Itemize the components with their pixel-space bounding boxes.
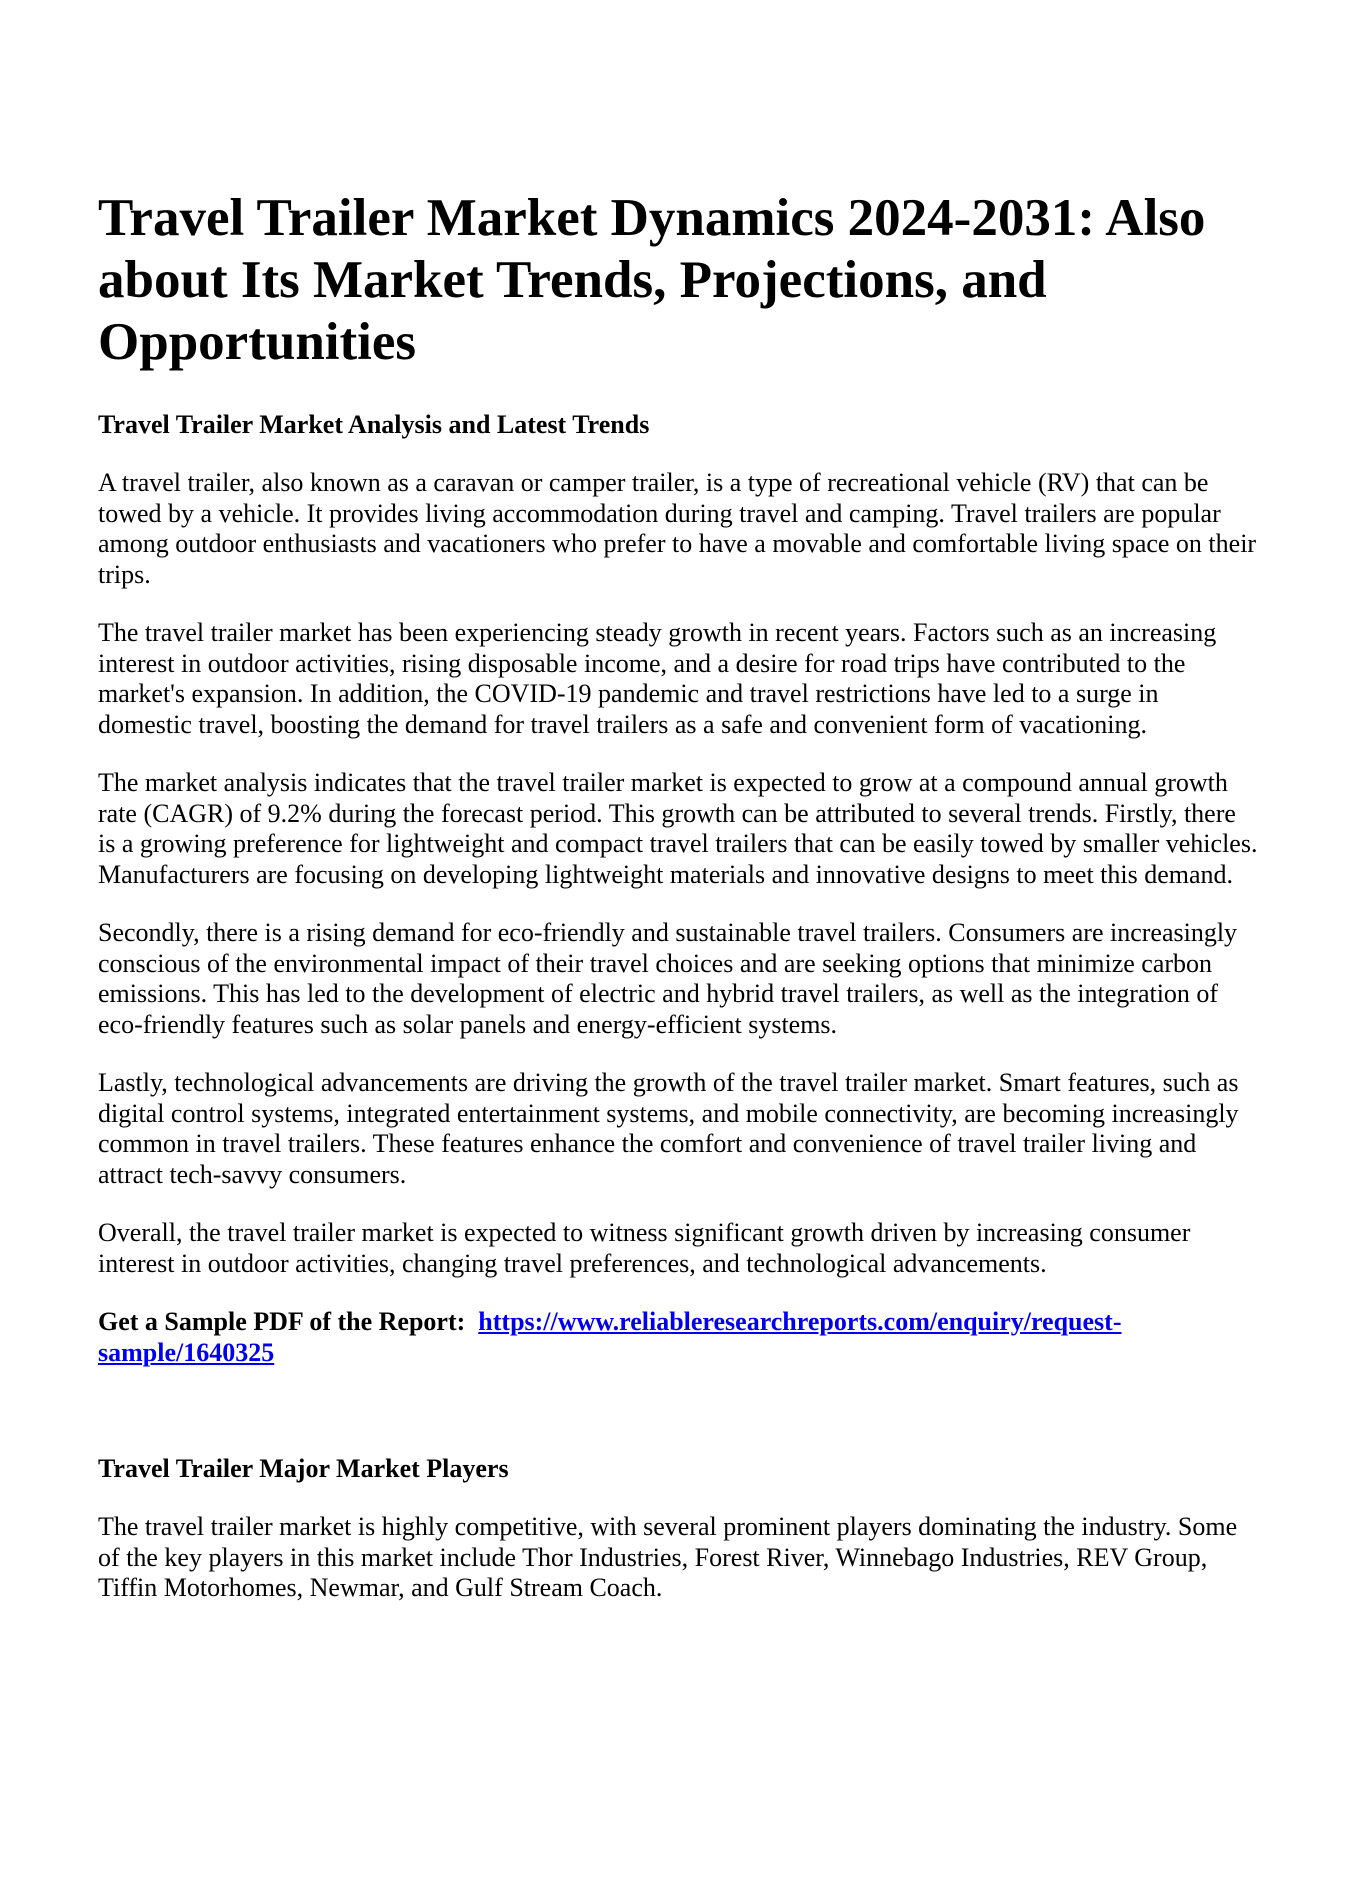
paragraph: Secondly, there is a rising demand for eco-friendly and sustainable travel trailers. Consumers are increasingly conscious of the environmental impact of their travel choices and are seeking options that minimize carbon emissions. This has led to the development of electric and hybrid travel trailers, as well as the integration of eco-friendly features such as solar panels and energy-efficient systems.	[98, 918, 1238, 1039]
paragraph: The travel trailer market is highly competitive, with several prominent players dominating the industry. Some of the key players in this market include Thor Industries, Forest River, Winnebago Industries, REV Group, Tiffin Motorhomes, Newmar, and Gulf Stream Coach.	[98, 1512, 1238, 1602]
document-page	[98, 187, 1258, 1632]
paragraph: The market analysis indicates that the travel trailer market is expected to grow at a compound annual growth rate (CAGR) of 9.2% during the forecast period. This growth can be attributed to several trends. Firstly, there is a growing preference for lightweight and compact travel trailers that can be easily towed by smaller vehicles. Manufacturers are focusing on developing lightweight materials and innovative designs to meet this demand.	[98, 768, 1258, 889]
sample-pdf-line	[98, 1307, 1258, 1368]
paragraph: Lastly, technological advancements are driving the growth of the travel trailer market. Smart features, such as digital control systems, integrated entertainment systems, and mobile connectivity, are becoming increasingly common in travel trailers. These features enhance the comfort and convenience of travel trailer living and attract tech-savvy consumers.	[98, 1068, 1239, 1189]
paragraph: The travel trailer market has been experiencing steady growth in recent years. Factors such as an increasing interest in outdoor activities, rising disposable income, and a desire for road trips have contributed to the market's expansion. In addition, the COVID-19 pandemic and travel restrictions have led to a surge in domestic travel, boosting the demand for travel trailers as a safe and convenient form of vacationing.	[98, 618, 1217, 739]
section-heading-players: Travel Trailer Major Market Players	[98, 1454, 509, 1483]
sample-pdf-link[interactable]: https://www.reliableresearchreports.com/enquiry/request-sample/1640325	[98, 1307, 1122, 1367]
paragraph: Overall, the travel trailer market is expected to witness significant growth driven by increasing consumer interest in outdoor activities, changing travel preferences, and technological advancements.	[98, 1218, 1191, 1278]
section-heading-analysis: Travel Trailer Market Analysis and Latest Trends	[98, 410, 650, 439]
page-title: Travel Trailer Market Dynamics 2024-2031: Also about Its Market Trends, Projections, and Opportunities	[98, 189, 1206, 371]
sample-pdf-label: Get a Sample PDF of the Report:	[98, 1307, 466, 1336]
paragraph: A travel trailer, also known as a caravan or camper trailer, is a type of recreational vehicle (RV) that can be towed by a vehicle. It provides living accommodation during travel and camping. Travel trailers are popular among outdoor enthusiasts and vacationers who prefer to have a movable and comfortable living space on their trips.	[98, 468, 1257, 589]
